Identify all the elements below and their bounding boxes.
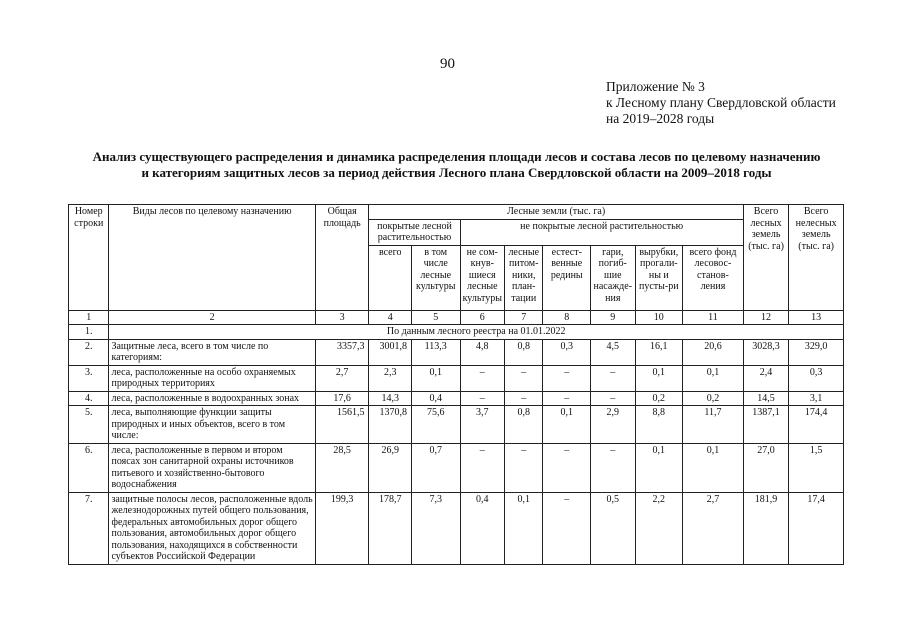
header-reforestation-fund: всего фонд лесовос-станов-ления (683, 245, 744, 310)
column-number: 8 (543, 310, 591, 325)
cell-clearings: 16,1 (635, 339, 683, 365)
cell-nonforest-lands: 1,5 (789, 443, 844, 492)
cell-clearings: 2,2 (635, 492, 683, 564)
cell-covered-total: 26,9 (369, 443, 411, 492)
column-number: 10 (635, 310, 683, 325)
cell-nurseries: – (505, 443, 543, 492)
column-number-row (69, 310, 844, 325)
cell-nonforest-lands: 17,4 (789, 492, 844, 564)
row-forest-type: Защитные леса, всего в том числе по категориям: (109, 339, 315, 365)
header-nurseries: лесные питом-ники, план-тации (505, 245, 543, 310)
row-number: 1. (69, 325, 109, 340)
cell-burned: – (591, 443, 636, 492)
cell-total-area: 1561,5 (315, 406, 369, 444)
cell-nurseries: 0,8 (505, 339, 543, 365)
header-not-closed-plantations: не сом-кнув-шиеся лесные культуры (460, 245, 505, 310)
row-forest-type: защитные полосы лесов, расположенные вдоль железнодорожных путей общего пользования, федеральных автомобильных дорог общего пользования, автомобильных дорог общего пользования, находящихся в собственности субъектов Российской Федерации (109, 492, 315, 564)
column-number: 3 (315, 310, 369, 325)
cell-clearings: 0,1 (635, 443, 683, 492)
table-section-row (69, 325, 844, 340)
row-number: 5. (69, 406, 109, 444)
appendix-note (606, 79, 836, 127)
cell-burned: – (591, 365, 636, 391)
cell-nonforest-lands: 3,1 (789, 391, 844, 406)
cell-total-area: 17,6 (315, 391, 369, 406)
cell-natural-sparse: – (543, 443, 591, 492)
header-forest-lands: Лесные земли (тыс. га) (369, 205, 743, 220)
cell-covered-total: 2,3 (369, 365, 411, 391)
document-title (40, 149, 873, 181)
cell-natural-sparse: 0,1 (543, 406, 591, 444)
cell-total-area: 3357,3 (315, 339, 369, 365)
cell-burned: 2,9 (591, 406, 636, 444)
column-number: 7 (505, 310, 543, 325)
cell-covered-total: 178,7 (369, 492, 411, 564)
table-row (69, 391, 844, 406)
cell-not-closed: 3,7 (460, 406, 505, 444)
cell-not-closed: 4,8 (460, 339, 505, 365)
header-incl-plantations: в том числе лесные культуры (411, 245, 460, 310)
column-number: 12 (743, 310, 789, 325)
row-number: 7. (69, 492, 109, 564)
cell-clearings: 8,8 (635, 406, 683, 444)
row-number: 2. (69, 339, 109, 365)
cell-plantations: 0,7 (411, 443, 460, 492)
cell-burned: 0,5 (591, 492, 636, 564)
header-row-number: Номер строки (69, 205, 109, 311)
section-label: По данным лесного реестра на 01.01.2022 (109, 325, 844, 340)
cell-not-closed: – (460, 365, 505, 391)
row-forest-type: леса, расположенные в первом и втором поясах зон санитарной охраны источников питьевого и хозяйственно-бытового водоснабжения (109, 443, 315, 492)
column-number: 5 (411, 310, 460, 325)
cell-nonforest-lands: 0,3 (789, 365, 844, 391)
appendix-line-2: к Лесному плану Свердловской области (606, 95, 836, 110)
cell-burned: 4,5 (591, 339, 636, 365)
cell-covered-total: 14,3 (369, 391, 411, 406)
row-forest-type: леса, расположенные в водоохранных зонах (109, 391, 315, 406)
cell-natural-sparse: – (543, 492, 591, 564)
row-number: 6. (69, 443, 109, 492)
forest-distribution-table (68, 204, 844, 565)
cell-total-area: 2,7 (315, 365, 369, 391)
cell-natural-sparse: – (543, 365, 591, 391)
column-number: 1 (69, 310, 109, 325)
cell-reforestation: 11,7 (683, 406, 744, 444)
cell-forest-lands: 2,4 (743, 365, 789, 391)
cell-natural-sparse: – (543, 391, 591, 406)
cell-forest-lands: 27,0 (743, 443, 789, 492)
cell-forest-lands: 14,5 (743, 391, 789, 406)
header-natural-sparse: естест-венные редины (543, 245, 591, 310)
row-forest-type: леса, выполняющие функции защиты природных и иных объектов, всего в том числе: (109, 406, 315, 444)
cell-clearings: 0,1 (635, 365, 683, 391)
header-burned-dead: гари, погиб-шие насажде-ния (591, 245, 636, 310)
row-number: 3. (69, 365, 109, 391)
cell-plantations: 113,3 (411, 339, 460, 365)
cell-nurseries: 0,1 (505, 492, 543, 564)
cell-total-area: 199,3 (315, 492, 369, 564)
column-number: 4 (369, 310, 411, 325)
header-covered: покрытые лесной растительностью (369, 219, 460, 245)
cell-forest-lands: 181,9 (743, 492, 789, 564)
cell-nonforest-lands: 329,0 (789, 339, 844, 365)
column-number: 2 (109, 310, 315, 325)
cell-plantations: 7,3 (411, 492, 460, 564)
column-number: 11 (683, 310, 744, 325)
cell-nonforest-lands: 174,4 (789, 406, 844, 444)
cell-clearings: 0,2 (635, 391, 683, 406)
cell-burned: – (591, 391, 636, 406)
cell-reforestation: 0,1 (683, 365, 744, 391)
cell-nurseries: – (505, 391, 543, 406)
title-line-2: и категориям защитных лесов за период действия Лесного плана Свердловской области на 2009–2018 годы (141, 165, 772, 180)
column-number: 9 (591, 310, 636, 325)
header-total-forest-lands: Всего лесных земель (тыс. га) (743, 205, 789, 311)
appendix-line-1: Приложение № 3 (606, 79, 705, 94)
cell-covered-total: 3001,8 (369, 339, 411, 365)
cell-natural-sparse: 0,3 (543, 339, 591, 365)
header-clearings: вырубки, прогали-ны и пусты-ри (635, 245, 683, 310)
appendix-line-3: на 2019–2028 годы (606, 111, 715, 126)
table-row (69, 406, 844, 444)
cell-nurseries: 0,8 (505, 406, 543, 444)
header-total-nonforest-lands: Всего нелесных земель (тыс. га) (789, 205, 844, 311)
cell-nurseries: – (505, 365, 543, 391)
header-not-covered: не покрытые лесной растительностью (460, 219, 743, 245)
cell-not-closed: – (460, 391, 505, 406)
column-number: 6 (460, 310, 505, 325)
title-line-1: Анализ существующего распределения и динамика распределения площади лесов и состава лесов по целевому назначению (92, 149, 821, 164)
cell-reforestation: 0,2 (683, 391, 744, 406)
column-number: 13 (789, 310, 844, 325)
cell-not-closed: – (460, 443, 505, 492)
table-row (69, 492, 844, 564)
row-forest-type: леса, расположенные на особо охраняемых природных территориях (109, 365, 315, 391)
cell-covered-total: 1370,8 (369, 406, 411, 444)
cell-total-area: 28,5 (315, 443, 369, 492)
page-number: 90 (440, 56, 455, 72)
table-row (69, 365, 844, 391)
table-row (69, 443, 844, 492)
cell-reforestation: 2,7 (683, 492, 744, 564)
cell-plantations: 0,4 (411, 391, 460, 406)
cell-reforestation: 0,1 (683, 443, 744, 492)
cell-forest-lands: 1387,1 (743, 406, 789, 444)
cell-not-closed: 0,4 (460, 492, 505, 564)
header-forest-type: Виды лесов по целевому назначению (109, 205, 315, 311)
cell-plantations: 0,1 (411, 365, 460, 391)
cell-plantations: 75,6 (411, 406, 460, 444)
table-row (69, 339, 844, 365)
header-total-area: Общая площадь (315, 205, 369, 311)
header-total: всего (369, 245, 411, 310)
cell-forest-lands: 3028,3 (743, 339, 789, 365)
cell-reforestation: 20,6 (683, 339, 744, 365)
row-number: 4. (69, 391, 109, 406)
